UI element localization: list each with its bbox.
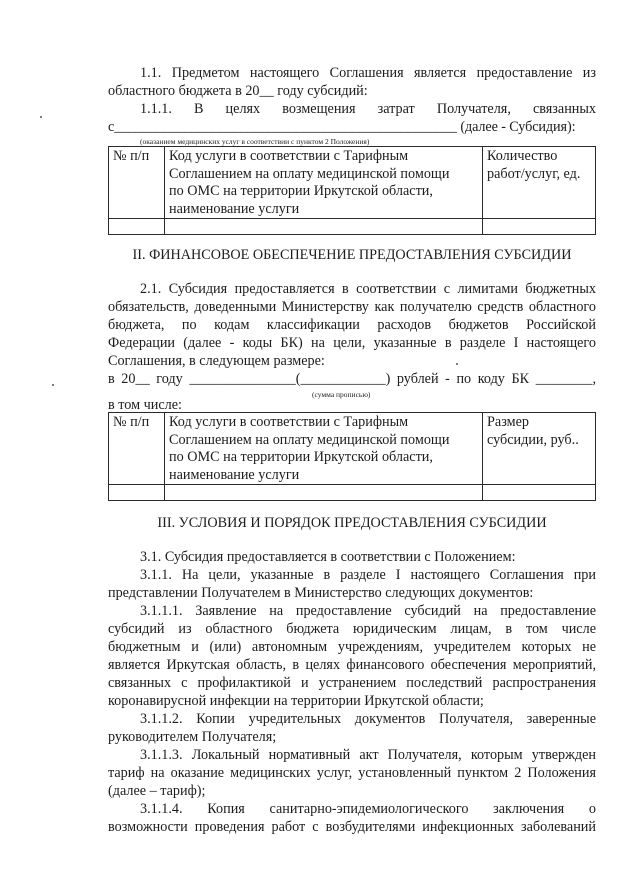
paragraph-1-1-1-line-1: 1.1.1. В целях возмещения затрат Получателя, связанных [140,101,596,117]
paragraph-3-1-1-3-line: (далее – тариф); [108,783,206,799]
paragraph-3-1-1-1-line: 3.1.1.1. Заявление на предоставление субсидий на предоставление [140,603,596,619]
table-header-service-code [165,413,483,485]
table-header-line: Размер [487,414,529,430]
section-2-heading: II. ФИНАНСОВОЕ ОБЕСПЕЧЕНИЕ ПРЕДОСТАВЛЕНИЯ СУБСИДИИ [132,247,572,263]
paragraph-3-1-1-2-line: руководителем Получателя; [108,729,277,745]
paragraph-1-1-line-1: 1.1. Предметом настоящего Соглашения является предоставление из [140,65,596,81]
table-cell [109,485,165,501]
paragraph-2-1-line: Федерации (далее - коды БК) на цели, указанные в разделе I настоящего [108,335,596,351]
services-quantity-table [108,146,596,235]
table-cell [165,485,483,501]
paragraph-3-1-1-1-line: субсидий из областного бюджета юридическим лицам, в том числе [108,621,596,637]
paragraph-3-1-1-1-line: является Иркутская область, в целях финансового обеспечения мероприятий, [108,657,596,673]
table-header-line: по ОМС на территории Иркутской области, [169,449,433,465]
scan-speck [456,363,458,365]
table-header-number: № п/п [109,413,165,485]
paragraph-3-1: 3.1. Субсидия предоставляется в соответствии с Положением: [140,549,516,565]
paragraph-2-1-line: обязательств, доведенными Министерству как получателю средств областного [108,299,596,315]
blank-field-caption: (оказанием медицинских услуг в соответствии с пунктом 2 Положения) [140,137,370,146]
table-row [109,219,596,235]
table-header-line: наименование услуги [169,466,300,483]
paragraph-2-1-line: бюджета, по кодам классификации расходов бюджетов Российской [108,317,596,333]
paragraph-3-1-1-1-line: бюджетным и (или) автономным учреждениям, учредителем которых не [108,639,596,655]
including-label: в том числе: [108,397,182,413]
scan-speck [52,384,54,386]
table-header-row [109,413,596,485]
table-header-line: Код услуги в соответствии с Тарифным [169,414,409,430]
paragraph-2-1-line: 2.1. Субсидия предоставляется в соответствии с лимитами бюджетных [140,281,596,297]
table-header-line: Код услуги в соответствии с Тарифным [169,148,409,164]
amount-line: в 20__ году _______________(____________) рублей - по коду БК ________, [108,371,596,387]
table-header-quantity [483,147,596,219]
paragraph-3-1-1-4-line: возможности проведения работ с возбудителями инфекционных заболеваний [108,819,596,835]
paragraph-1-1-1-line-2: с_________________________________________________ (далее - Субсидия): [108,119,576,135]
table-header-line: наименование услуги [169,200,300,217]
table-cell [483,219,596,235]
paragraph-3-1-1-line: 3.1.1. На цели, указанные в разделе I настоящего Соглашения при [140,567,596,583]
paragraph-3-1-1-1-line: связанных с профилактикой и устранением последствий распространения [108,675,596,691]
paragraph-3-1-1-3-line: тариф на оказание медицинских услуг, установленный пунктом 2 Положения [108,765,596,781]
table-header-line: по ОМС на территории Иркутской области, [169,183,433,199]
table-cell [109,219,165,235]
paragraph-1-1-line-2: областного бюджета в 20__ году субсидий: [108,83,368,99]
table-header-subsidy-amount [483,413,596,485]
amount-in-words-caption: (сумма прописью) [312,390,371,399]
paragraph-3-1-1-4-line: 3.1.1.4. Копия санитарно-эпидемиологического заключения о [140,801,596,817]
paragraph-3-1-1-1-line: коронавирусной инфекции на территории Иркутской области; [108,693,484,709]
scan-speck [40,116,42,118]
table-cell [165,219,483,235]
paragraph-3-1-1-3-line: 3.1.1.3. Локальный нормативный акт Получателя, которым утвержден [140,747,596,763]
subsidy-amount-table [108,412,596,501]
paragraph-2-1-line: Соглашения, в следующем размере: [108,353,325,369]
table-header-row [109,147,596,219]
table-header-number: № п/п [109,147,165,219]
table-row [109,485,596,501]
table-header-line: субсидии, руб.. [487,431,579,448]
section-3-heading: III. УСЛОВИЯ И ПОРЯДОК ПРЕДОСТАВЛЕНИЯ СУБСИДИИ [157,515,547,531]
table-header-line: Соглашением на оплату медицинской помощи [169,431,450,448]
table-header-line: Количество [487,148,558,164]
table-cell [483,485,596,501]
paragraph-3-1-1-line: представлении Получателем в Министерство следующих документов: [108,585,534,601]
table-header-service-code [165,147,483,219]
table-header-line: Соглашением на оплату медицинской помощи [169,165,450,182]
table-header-line: работ/услуг, ед. [487,165,581,182]
paragraph-3-1-1-2-line: 3.1.1.2. Копии учредительных документов Получателя, заверенные [140,711,596,727]
